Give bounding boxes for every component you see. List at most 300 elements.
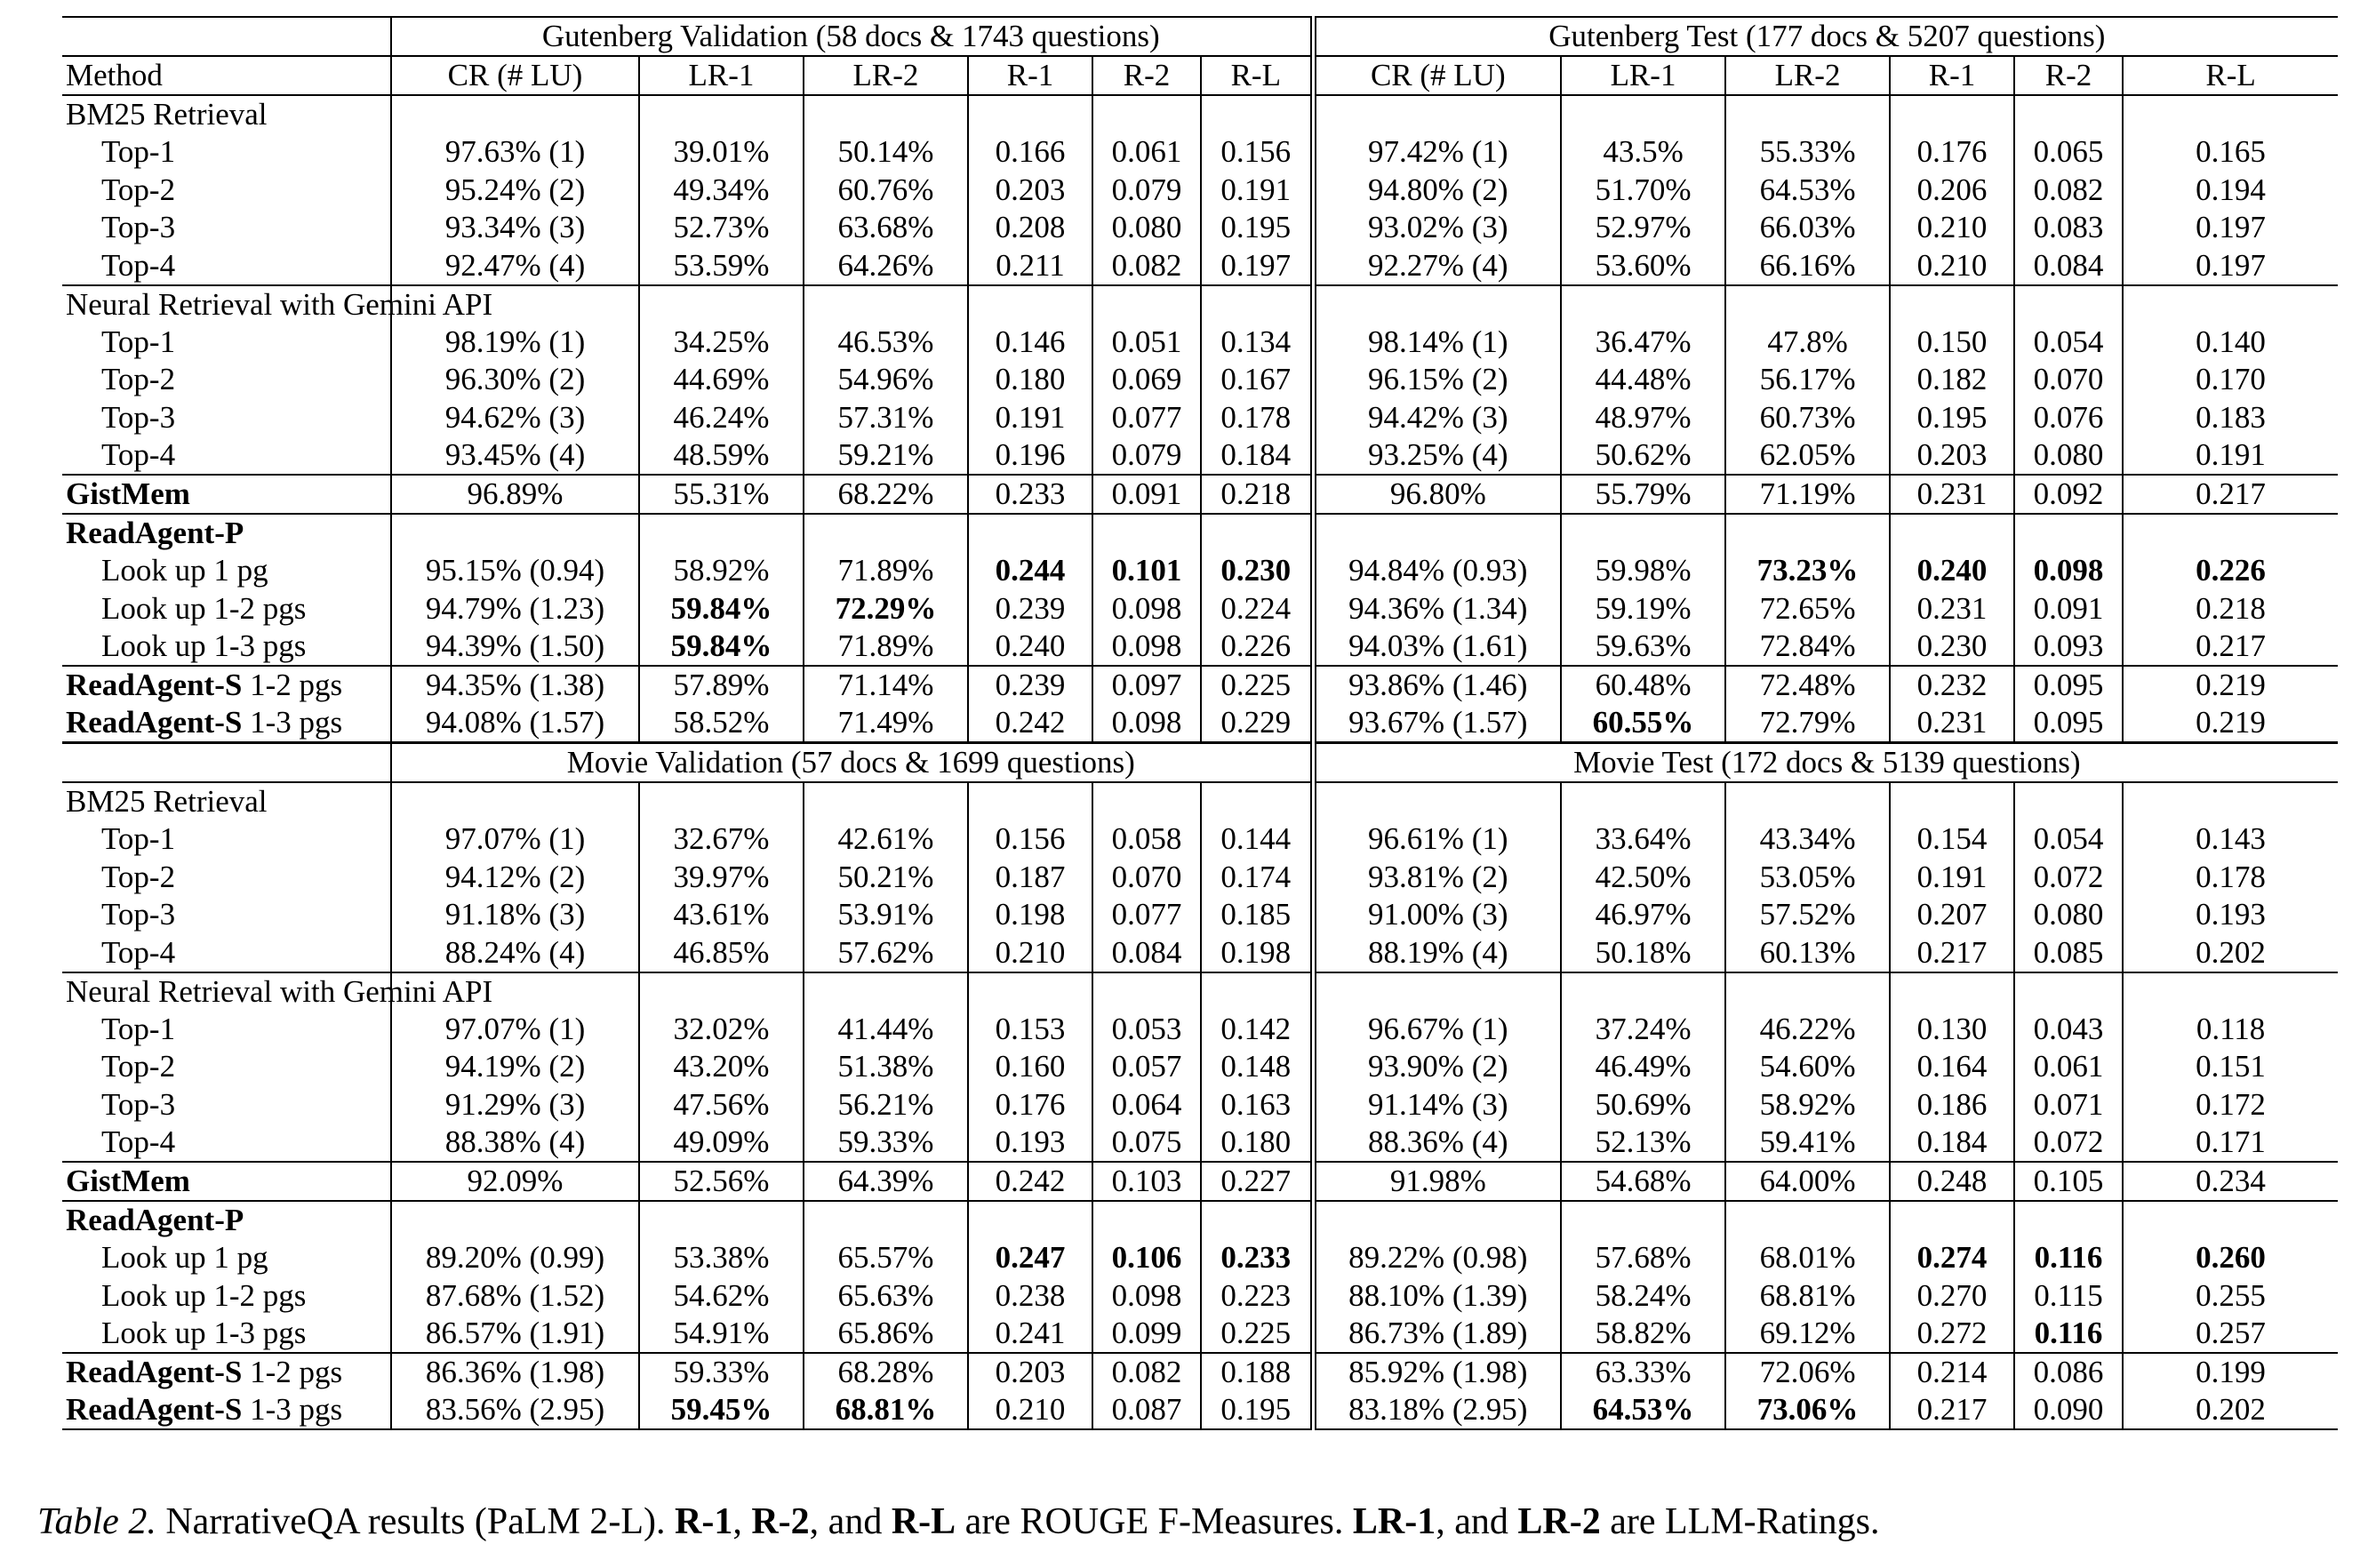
empty-cell bbox=[639, 1201, 804, 1239]
table-cell: 72.79% bbox=[1725, 704, 1890, 743]
table-cell: 0.233 bbox=[1201, 1239, 1313, 1277]
table-cell: 93.45% (4) bbox=[391, 436, 639, 475]
table-cell: 0.148 bbox=[1201, 1048, 1313, 1086]
table-cell: 0.097 bbox=[1092, 666, 1201, 704]
empty-cell bbox=[1201, 514, 1313, 552]
table-cell: 0.194 bbox=[2123, 172, 2338, 210]
table-cell: 0.105 bbox=[2014, 1162, 2123, 1201]
table-cell: 59.63% bbox=[1561, 628, 1725, 666]
table-cell: 49.09% bbox=[639, 1124, 804, 1162]
row-label: Top-4 bbox=[101, 934, 176, 970]
table-cell: 59.84% bbox=[639, 590, 804, 628]
table-cell: 0.225 bbox=[1201, 1315, 1313, 1353]
table-cell: 0.211 bbox=[968, 247, 1092, 285]
empty-cell bbox=[804, 95, 968, 133]
table-cell: 0.231 bbox=[1890, 704, 2014, 743]
table-cell: 94.12% (2) bbox=[391, 859, 639, 897]
table-cell: 0.274 bbox=[1890, 1239, 2014, 1277]
table-cell: 0.072 bbox=[2014, 1124, 2123, 1162]
table-cell: 0.219 bbox=[2123, 666, 2338, 704]
table-cell: 0.080 bbox=[2014, 896, 2123, 934]
method-name bbox=[62, 666, 391, 704]
table-row bbox=[62, 552, 2338, 590]
row-label: Look up 1-2 pgs bbox=[101, 590, 307, 626]
empty-cell bbox=[1092, 782, 1201, 820]
method-row bbox=[62, 666, 2338, 704]
table-cell: 0.115 bbox=[2014, 1277, 2123, 1316]
table-cell: 66.16% bbox=[1725, 247, 1890, 285]
table-cell: 88.19% (4) bbox=[1313, 934, 1561, 972]
table-cell: 58.82% bbox=[1561, 1315, 1725, 1353]
group-header-row bbox=[62, 285, 2338, 324]
table-cell: 94.84% (0.93) bbox=[1313, 552, 1561, 590]
column-header: R-L bbox=[1201, 56, 1313, 95]
empty-cell bbox=[2014, 285, 2123, 324]
table-row bbox=[62, 247, 2338, 285]
table-cell: 58.24% bbox=[1561, 1277, 1725, 1316]
table-cell: 0.064 bbox=[1092, 1086, 1201, 1124]
group-header-row bbox=[62, 514, 2338, 552]
caption-term: R-2 bbox=[751, 1501, 810, 1542]
table-cell: 92.27% (4) bbox=[1313, 247, 1561, 285]
empty-cell bbox=[639, 285, 804, 324]
table-cell: 0.217 bbox=[1890, 934, 2014, 972]
table-cell: 54.62% bbox=[639, 1277, 804, 1316]
empty-cell bbox=[1561, 1201, 1725, 1239]
table-cell: 0.098 bbox=[2014, 552, 2123, 590]
empty-cell bbox=[1092, 285, 1201, 324]
empty-cell bbox=[968, 285, 1092, 324]
table-cell: 72.48% bbox=[1725, 666, 1890, 704]
table-cell: 59.45% bbox=[639, 1391, 804, 1429]
table-cell: 94.39% (1.50) bbox=[391, 628, 639, 666]
table-cell: 0.193 bbox=[2123, 896, 2338, 934]
table-cell: 0.082 bbox=[1092, 1353, 1201, 1391]
table-cell: 46.97% bbox=[1561, 896, 1725, 934]
table-cell: 0.230 bbox=[1890, 628, 2014, 666]
table-cell: 54.60% bbox=[1725, 1048, 1890, 1086]
table-cell: 0.272 bbox=[1890, 1315, 2014, 1353]
table-cell: 52.73% bbox=[639, 209, 804, 247]
group-header-row bbox=[62, 1201, 2338, 1239]
table-cell: 0.233 bbox=[968, 475, 1092, 514]
table-cell: 0.184 bbox=[1890, 1124, 2014, 1162]
empty-cell bbox=[391, 95, 639, 133]
table-cell: 0.210 bbox=[1890, 247, 2014, 285]
table-cell: 0.218 bbox=[1201, 475, 1313, 514]
table-cell: 93.34% (3) bbox=[391, 209, 639, 247]
table-cell: 0.231 bbox=[1890, 590, 2014, 628]
empty-cell bbox=[1890, 972, 2014, 1011]
table-cell: 0.191 bbox=[1201, 172, 1313, 210]
table-cell: 64.53% bbox=[1725, 172, 1890, 210]
table-cell: 71.14% bbox=[804, 666, 968, 704]
table-cell: 0.085 bbox=[2014, 934, 2123, 972]
table-cell: 92.47% (4) bbox=[391, 247, 639, 285]
table-cell: 0.172 bbox=[2123, 1086, 2338, 1124]
empty-cell bbox=[1313, 972, 1561, 1011]
table-cell: 0.178 bbox=[1201, 399, 1313, 437]
column-header: R-L bbox=[2123, 56, 2338, 95]
table-cell: 94.35% (1.38) bbox=[391, 666, 639, 704]
empty-cell bbox=[62, 17, 391, 56]
table-cell: 0.106 bbox=[1092, 1239, 1201, 1277]
table-cell: 47.56% bbox=[639, 1086, 804, 1124]
table-row bbox=[62, 1239, 2338, 1277]
table-cell: 34.25% bbox=[639, 324, 804, 362]
caption-text: are LLM-Ratings. bbox=[1600, 1501, 1880, 1542]
empty-cell bbox=[1201, 285, 1313, 324]
table-cell: 93.90% (2) bbox=[1313, 1048, 1561, 1086]
table-cell: 68.22% bbox=[804, 475, 968, 514]
empty-cell bbox=[2014, 95, 2123, 133]
table-cell: 0.090 bbox=[2014, 1391, 2123, 1429]
table-cell: 0.217 bbox=[2123, 628, 2338, 666]
column-header: LR-2 bbox=[1725, 56, 1890, 95]
table-cell: 88.10% (1.39) bbox=[1313, 1277, 1561, 1316]
table-cell: 52.13% bbox=[1561, 1124, 1725, 1162]
caption-term: LR-2 bbox=[1517, 1501, 1601, 1542]
table-cell: 52.97% bbox=[1561, 209, 1725, 247]
empty-cell bbox=[968, 782, 1092, 820]
empty-cell bbox=[639, 95, 804, 133]
empty-cell bbox=[1092, 972, 1201, 1011]
column-header: LR-2 bbox=[804, 56, 968, 95]
table-cell: 0.176 bbox=[1890, 133, 2014, 172]
table-cell: 72.65% bbox=[1725, 590, 1890, 628]
table-cell: 0.150 bbox=[1890, 324, 2014, 362]
row-label: Top-4 bbox=[101, 1124, 176, 1159]
table-cell: 50.18% bbox=[1561, 934, 1725, 972]
caption-text: , and bbox=[809, 1501, 892, 1542]
table-cell: 0.079 bbox=[1092, 436, 1201, 475]
empty-cell bbox=[639, 972, 804, 1011]
empty-cell bbox=[1201, 972, 1313, 1011]
table-cell: 93.02% (3) bbox=[1313, 209, 1561, 247]
empty-cell bbox=[1890, 285, 2014, 324]
method-row bbox=[62, 475, 2338, 514]
caption-text: NarrativeQA results (PaLM 2-L). bbox=[156, 1501, 676, 1542]
table-cell: 95.24% (2) bbox=[391, 172, 639, 210]
row-label: Look up 1 pg bbox=[101, 553, 268, 588]
table-cell: 0.210 bbox=[968, 934, 1092, 972]
table-row bbox=[62, 820, 2338, 859]
row-label: Look up 1 pg bbox=[101, 1240, 268, 1276]
table-cell: 0.247 bbox=[968, 1239, 1092, 1277]
table-row bbox=[62, 399, 2338, 437]
table-cell: 55.31% bbox=[639, 475, 804, 514]
table-cell: 85.92% (1.98) bbox=[1313, 1353, 1561, 1391]
table-cell: 59.33% bbox=[639, 1353, 804, 1391]
table-cell: 0.230 bbox=[1201, 552, 1313, 590]
table-cell: 48.59% bbox=[639, 436, 804, 475]
empty-cell bbox=[2123, 514, 2338, 552]
table-cell: 0.171 bbox=[2123, 1124, 2338, 1162]
table-cell: 57.52% bbox=[1725, 896, 1890, 934]
empty-cell bbox=[2014, 782, 2123, 820]
table-cell: 0.191 bbox=[968, 399, 1092, 437]
column-header-row bbox=[62, 56, 2338, 95]
table-cell: 0.061 bbox=[1092, 133, 1201, 172]
results-table-body bbox=[62, 17, 2338, 1429]
table-cell: 0.195 bbox=[1890, 399, 2014, 437]
table-cell: 39.97% bbox=[639, 859, 804, 897]
table-cell: 0.197 bbox=[1201, 247, 1313, 285]
group-title: Neural Retrieval with Gemini API bbox=[62, 285, 391, 324]
table-cell: 0.183 bbox=[2123, 399, 2338, 437]
table-cell: 53.60% bbox=[1561, 247, 1725, 285]
table-cell: 0.196 bbox=[968, 436, 1092, 475]
table-cell: 0.199 bbox=[2123, 1353, 2338, 1391]
table-cell: 0.240 bbox=[1890, 552, 2014, 590]
table-cell: 57.68% bbox=[1561, 1239, 1725, 1277]
method-column-header: Method bbox=[62, 56, 391, 95]
table-cell: 65.86% bbox=[804, 1315, 968, 1353]
row-label: Top-1 bbox=[101, 1011, 176, 1046]
table-cell: 0.165 bbox=[2123, 133, 2338, 172]
table-cell: 0.140 bbox=[2123, 324, 2338, 362]
table-cell: 0.193 bbox=[968, 1124, 1092, 1162]
method-variant: 1-3 pgs bbox=[242, 1392, 343, 1427]
table-cell: 83.18% (2.95) bbox=[1313, 1391, 1561, 1429]
column-header: R-1 bbox=[968, 56, 1092, 95]
table-cell: 65.63% bbox=[804, 1277, 968, 1316]
table-cell: 0.092 bbox=[2014, 475, 2123, 514]
empty-cell bbox=[2123, 782, 2338, 820]
table-cell: 94.79% (1.23) bbox=[391, 590, 639, 628]
group-title: ReadAgent-P bbox=[62, 1201, 391, 1239]
table-row bbox=[62, 628, 2338, 666]
table-cell: 53.59% bbox=[639, 247, 804, 285]
table-cell: 0.232 bbox=[1890, 666, 2014, 704]
empty-cell bbox=[639, 514, 804, 552]
empty-cell bbox=[2014, 972, 2123, 1011]
table-cell: 71.49% bbox=[804, 704, 968, 743]
table-cell: 72.06% bbox=[1725, 1353, 1890, 1391]
empty-cell bbox=[1890, 1201, 2014, 1239]
table-cell: 0.187 bbox=[968, 859, 1092, 897]
empty-cell bbox=[639, 782, 804, 820]
table-cell: 0.210 bbox=[968, 1391, 1092, 1429]
table-cell: 0.203 bbox=[1890, 436, 2014, 475]
group-header-row bbox=[62, 782, 2338, 820]
table-cell: 53.91% bbox=[804, 896, 968, 934]
table-cell: 0.160 bbox=[968, 1048, 1092, 1086]
empty-cell bbox=[1561, 285, 1725, 324]
table-cell: 0.195 bbox=[1201, 209, 1313, 247]
table-cell: 0.207 bbox=[1890, 896, 2014, 934]
table-cell: 0.238 bbox=[968, 1277, 1092, 1316]
empty-cell bbox=[2014, 1201, 2123, 1239]
table-caption bbox=[37, 1500, 1880, 1543]
table-cell: 0.255 bbox=[2123, 1277, 2338, 1316]
table-cell: 94.08% (1.57) bbox=[391, 704, 639, 743]
table-cell: 0.095 bbox=[2014, 704, 2123, 743]
table-cell: 60.13% bbox=[1725, 934, 1890, 972]
table-cell: 0.087 bbox=[1092, 1391, 1201, 1429]
table-row bbox=[62, 172, 2338, 210]
table-cell: 54.68% bbox=[1561, 1162, 1725, 1201]
caption-term: R-1 bbox=[675, 1501, 733, 1542]
table-cell: 0.130 bbox=[1890, 1011, 2014, 1049]
table-cell: 96.89% bbox=[391, 475, 639, 514]
empty-cell bbox=[1561, 782, 1725, 820]
table-cell: 0.098 bbox=[1092, 628, 1201, 666]
empty-cell bbox=[804, 285, 968, 324]
table-cell: 0.225 bbox=[1201, 666, 1313, 704]
table-cell: 60.76% bbox=[804, 172, 968, 210]
table-cell: 68.81% bbox=[1725, 1277, 1890, 1316]
method-variant: 1-2 pgs bbox=[242, 1355, 343, 1389]
table-cell: 0.206 bbox=[1890, 172, 2014, 210]
group-title: Neural Retrieval with Gemini API bbox=[62, 972, 391, 1011]
table-cell: 86.73% (1.89) bbox=[1313, 1315, 1561, 1353]
table-cell: 91.14% (3) bbox=[1313, 1086, 1561, 1124]
empty-cell bbox=[804, 1201, 968, 1239]
table-cell: 0.185 bbox=[1201, 896, 1313, 934]
table-cell: 51.38% bbox=[804, 1048, 968, 1086]
empty-cell bbox=[391, 1201, 639, 1239]
table-cell: 0.197 bbox=[2123, 247, 2338, 285]
row-label: Top-1 bbox=[101, 324, 176, 359]
table-cell: 43.5% bbox=[1561, 133, 1725, 172]
empty-cell bbox=[1201, 782, 1313, 820]
table-cell: 0.214 bbox=[1890, 1353, 2014, 1391]
table-cell: 36.47% bbox=[1561, 324, 1725, 362]
table-cell: 57.89% bbox=[639, 666, 804, 704]
empty-cell bbox=[391, 782, 639, 820]
table-cell: 59.21% bbox=[804, 436, 968, 475]
table-cell: 0.091 bbox=[2014, 590, 2123, 628]
table-cell: 0.043 bbox=[2014, 1011, 2123, 1049]
table-cell: 94.36% (1.34) bbox=[1313, 590, 1561, 628]
row-label: Top-3 bbox=[101, 210, 176, 245]
table-cell: 0.101 bbox=[1092, 552, 1201, 590]
table-cell: 0.118 bbox=[2123, 1011, 2338, 1049]
table-cell: 0.191 bbox=[1890, 859, 2014, 897]
table-cell: 0.239 bbox=[968, 590, 1092, 628]
table-cell: 95.15% (0.94) bbox=[391, 552, 639, 590]
table-cell: 39.01% bbox=[639, 133, 804, 172]
table-cell: 0.224 bbox=[1201, 590, 1313, 628]
table-cell: 98.19% (1) bbox=[391, 324, 639, 362]
empty-cell bbox=[2123, 972, 2338, 1011]
table-cell: 0.195 bbox=[1201, 1391, 1313, 1429]
table-cell: 33.64% bbox=[1561, 820, 1725, 859]
table-cell: 68.28% bbox=[804, 1353, 968, 1391]
table-cell: 0.170 bbox=[2123, 361, 2338, 399]
table-cell: 94.03% (1.61) bbox=[1313, 628, 1561, 666]
table-cell: 42.61% bbox=[804, 820, 968, 859]
caption-label: Table 2. bbox=[37, 1501, 156, 1542]
table-cell: 0.116 bbox=[2014, 1315, 2123, 1353]
table-cell: 0.242 bbox=[968, 1162, 1092, 1201]
table-cell: 0.210 bbox=[1890, 209, 2014, 247]
table-cell: 68.81% bbox=[804, 1391, 968, 1429]
table-cell: 86.57% (1.91) bbox=[391, 1315, 639, 1353]
table-cell: 0.184 bbox=[1201, 436, 1313, 475]
empty-cell bbox=[1890, 95, 2014, 133]
table-cell: 0.065 bbox=[2014, 133, 2123, 172]
caption-term: R-L bbox=[891, 1501, 956, 1542]
table-cell: 0.244 bbox=[968, 552, 1092, 590]
table-cell: 0.226 bbox=[1201, 628, 1313, 666]
empty-cell bbox=[1725, 782, 1890, 820]
empty-cell bbox=[62, 743, 391, 783]
table-cell: 66.03% bbox=[1725, 209, 1890, 247]
table-cell: 0.156 bbox=[1201, 133, 1313, 172]
table-cell: 0.098 bbox=[1092, 1277, 1201, 1316]
empty-cell bbox=[1561, 95, 1725, 133]
method-name-bold: ReadAgent-S bbox=[66, 1355, 243, 1389]
table-cell: 55.33% bbox=[1725, 133, 1890, 172]
group-title: BM25 Retrieval bbox=[62, 95, 391, 133]
table-cell: 96.30% (2) bbox=[391, 361, 639, 399]
empty-cell bbox=[968, 95, 1092, 133]
table-cell: 0.240 bbox=[968, 628, 1092, 666]
table-cell: 96.15% (2) bbox=[1313, 361, 1561, 399]
table-cell: 56.17% bbox=[1725, 361, 1890, 399]
test-set-title: Gutenberg Test (177 docs & 5207 questions) bbox=[1313, 17, 2338, 56]
table-cell: 50.21% bbox=[804, 859, 968, 897]
table-cell: 93.25% (4) bbox=[1313, 436, 1561, 475]
empty-cell bbox=[968, 1201, 1092, 1239]
table-cell: 94.62% (3) bbox=[391, 399, 639, 437]
table-cell: 59.41% bbox=[1725, 1124, 1890, 1162]
table-cell: 51.70% bbox=[1561, 172, 1725, 210]
table-cell: 0.229 bbox=[1201, 704, 1313, 743]
empty-cell bbox=[1092, 1201, 1201, 1239]
table-cell: 63.33% bbox=[1561, 1353, 1725, 1391]
table-cell: 54.96% bbox=[804, 361, 968, 399]
row-label: Top-3 bbox=[101, 399, 176, 435]
empty-cell bbox=[391, 514, 639, 552]
table-cell: 56.21% bbox=[804, 1086, 968, 1124]
table-cell: 0.116 bbox=[2014, 1239, 2123, 1277]
validation-set-title: Gutenberg Validation (58 docs & 1743 questions) bbox=[391, 17, 1313, 56]
table-cell: 0.166 bbox=[968, 133, 1092, 172]
table-cell: 46.24% bbox=[639, 399, 804, 437]
table-row bbox=[62, 1277, 2338, 1316]
table-cell: 0.202 bbox=[2123, 934, 2338, 972]
empty-cell bbox=[1725, 972, 1890, 1011]
table-cell: 0.198 bbox=[1201, 934, 1313, 972]
table-cell: 96.80% bbox=[1313, 475, 1561, 514]
table-cell: 71.89% bbox=[804, 628, 968, 666]
empty-cell bbox=[2123, 1201, 2338, 1239]
table-cell: 0.082 bbox=[2014, 172, 2123, 210]
table-cell: 59.33% bbox=[804, 1124, 968, 1162]
table-cell: 0.134 bbox=[1201, 324, 1313, 362]
table-cell: 0.151 bbox=[2123, 1048, 2338, 1086]
empty-cell bbox=[968, 972, 1092, 1011]
empty-cell bbox=[1890, 514, 2014, 552]
table-cell: 43.20% bbox=[639, 1048, 804, 1086]
table-cell: 91.00% (3) bbox=[1313, 896, 1561, 934]
table-cell: 32.02% bbox=[639, 1011, 804, 1049]
table-cell: 0.084 bbox=[1092, 934, 1201, 972]
table-cell: 0.198 bbox=[968, 896, 1092, 934]
table-cell: 93.67% (1.57) bbox=[1313, 704, 1561, 743]
table-row bbox=[62, 324, 2338, 362]
empty-cell bbox=[1890, 782, 2014, 820]
empty-cell bbox=[1561, 972, 1725, 1011]
empty-cell bbox=[1201, 95, 1313, 133]
table-cell: 0.176 bbox=[968, 1086, 1092, 1124]
empty-cell bbox=[1725, 1201, 1890, 1239]
table-cell: 0.208 bbox=[968, 209, 1092, 247]
table-cell: 44.69% bbox=[639, 361, 804, 399]
